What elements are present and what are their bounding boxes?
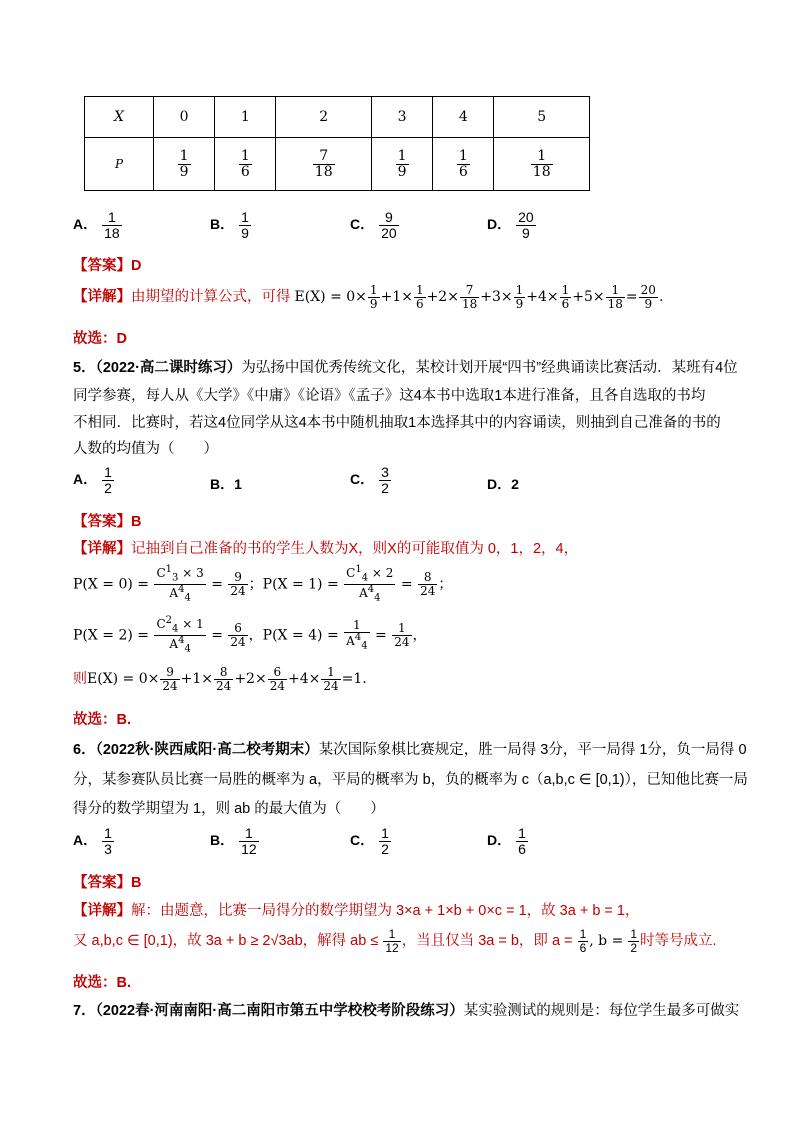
table-cell: $\frac{1}{9}$ <box>154 138 215 191</box>
q5-option-c: C． $\frac{3}{2}$ <box>350 464 389 496</box>
q5-stem-line1: 5．（2022·高二课时练习）为弘扬中国优秀传统文化，某校计划开展“四书”经典诵读比赛活动．某班有4位 <box>73 360 738 376</box>
q6-option-c: C． $\frac{1}{2}$ <box>350 825 389 857</box>
q5-detail: 【详解】记抽到自己准备的书的学生人数为X，则X的可能取值为 0，1，2，4， <box>73 541 579 557</box>
q4-option-d: D． $\frac{20}{9}$ <box>487 209 534 241</box>
table-cell: $\frac{1}{6}$ <box>215 138 276 191</box>
q4-answer: 【答案】D <box>73 258 142 274</box>
table-header-cell: 5 <box>494 97 590 138</box>
q5-prob-line1: P(X = 0) = $\frac{C^1_3 \times 3}{A^4_4}$ = $\frac{9}{24}$ ；P(X = 1) = $\frac{C^1_4 \times 2}{A^4_4}$ = $\frac{8}{24}$ ； <box>73 564 453 604</box>
q5-expectation: 则E(X) = 0× $\frac{9}{24}$ +1× $\frac{8}{24}$ +2× $\frac{6}{24}$ +4× $\frac{1}{24}$ =1. <box>73 665 367 693</box>
q6-option-b: B． $\frac{1}{12}$ <box>210 825 257 857</box>
table-header-cell: X <box>85 97 154 138</box>
q6-stem-line2: 分，某参赛队员比赛一局胜的概率为 a，平局的概率为 b，负的概率为 c（a,b,c ∈ [0,1)），已知他比赛一局 <box>73 772 748 788</box>
q5-conclusion: 故选：B. <box>73 712 131 728</box>
q5-stem-line2: 同学参赛，每人从《大学》《中庸》《论语》《孟子》这4本书中选取1本进行准备，且各自选取的书均 <box>73 388 706 404</box>
q4-detail: 【详解】由期望的计算公式，可得 E(X) = 0× $\frac{1}{9}$ +1× $\frac{1}{6}$ +2× $\frac{7}{18}$ +3× $\frac{1}{9}$ +4× $\frac{1}{6}$ +5× $\frac{1}{18}$ = $\frac{20}{9}$ . <box>73 283 664 311</box>
table-header-cell: 0 <box>154 97 215 138</box>
q4-option-a: A． $\frac{1}{18}$ <box>73 209 120 241</box>
table-header-cell: 2 <box>276 97 372 138</box>
q6-stem-line1: 6．（2022秋·陕西咸阳·高二校考期末）某次国际象棋比赛规定，胜一局得 3分，平一局得 1分，负一局得 0 <box>73 742 747 758</box>
distribution-table <box>84 96 590 191</box>
q4-option-b: B． $\frac{1}{9}$ <box>210 209 249 241</box>
table-cell: $\frac{1}{9}$ <box>371 138 432 191</box>
q6-stem-line3: 得分的数学期望为 1，则 ab 的最大值为（ ） <box>73 801 385 817</box>
q6-conclusion: 故选：B. <box>73 975 131 991</box>
table-cell: $\frac{1}{18}$ <box>494 138 590 191</box>
q5-stem-line4: 人数的均值为（ ） <box>73 441 218 457</box>
q4-option-c: C． $\frac{9}{20}$ <box>350 209 397 241</box>
table-cell: $\frac{7}{18}$ <box>276 138 372 191</box>
table-header-cell: 4 <box>433 97 494 138</box>
q5-stem-line3: 不相同．比赛时，若这4位同学从这4本书中随机抽取1本选择其中的内容诵读，则抽到自己准备的书的 <box>73 415 721 431</box>
q6-option-a: A． $\frac{1}{3}$ <box>73 825 112 857</box>
q5-option-d: D．2 <box>487 476 519 492</box>
table-cell: $\frac{1}{6}$ <box>433 138 494 191</box>
q5-prob-line2: P(X = 2) = $\frac{C^2_4 \times 1}{A^4_4}$ = $\frac{6}{24}$ ，P(X = 4) = $\frac{1}{A^4_4}$ = $\frac{1}{24}$ ， <box>73 615 427 655</box>
q6-answer: 【答案】B <box>73 875 142 891</box>
q6-detail-line1: 【详解】解：由题意，比赛一局得分的数学期望为 3×a + 1×b + 0×c = 1，故 3a + b = 1， <box>73 903 640 919</box>
q7-stem-line1: 7．（2022春·河南南阳·高二南阳市第五中学校校考阶段练习）某实验测试的规则是：每位学生最多可做实 <box>73 1003 740 1019</box>
q5-option-a: A． $\frac{1}{2}$ <box>73 464 112 496</box>
table-p-label: P <box>85 138 154 191</box>
table-header-cell: 1 <box>215 97 276 138</box>
q5-option-b: B．1 <box>210 476 242 492</box>
table-header-cell: 3 <box>371 97 432 138</box>
q4-conclusion: 故选：D <box>73 331 127 347</box>
q6-detail-line2: 又 a,b,c ∈ [0,1)，故 3a + b ≥ 2√3ab，解得 ab ≤ $\frac{1}{12}$ ，当且仅当 3a = b，即 a = $\frac{1}{6}$ , b = $\frac{1}{2}$ 时等号成立. <box>73 927 717 955</box>
q5-answer: 【答案】B <box>73 514 142 530</box>
q6-option-d: D． $\frac{1}{6}$ <box>487 825 526 857</box>
